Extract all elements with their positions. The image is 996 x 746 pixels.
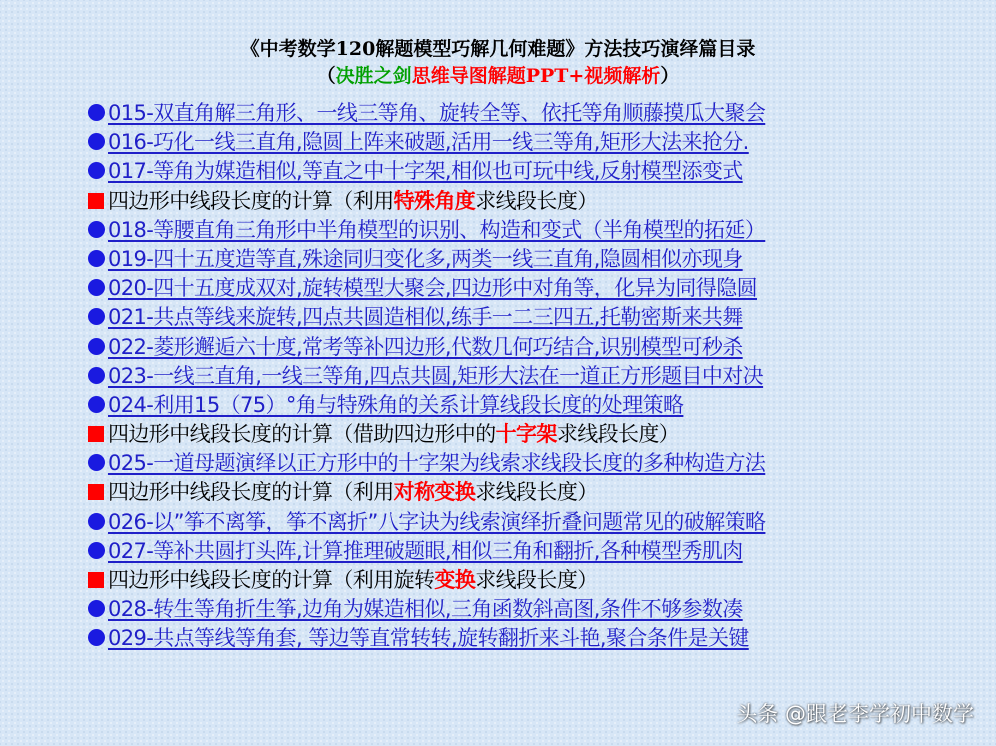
- section-text-after: 求线段长度）: [556, 422, 680, 447]
- toc-link-024[interactable]: [88, 391, 683, 420]
- section-heading-text: [88, 478, 598, 507]
- toc-link-text: 017-等角为媒造相似,等直之中十字架,相似也可玩中线,反射模型添变式: [108, 159, 743, 184]
- toc-row-023: [88, 362, 968, 391]
- section-highlight: 特殊角度: [393, 188, 476, 213]
- toc-row-016: [88, 128, 968, 157]
- bullet-dot-icon: [88, 396, 105, 413]
- toc-row-026: [88, 508, 968, 537]
- section-heading-text: [88, 187, 598, 216]
- toc-row-025: [88, 449, 968, 478]
- bullet-dot-icon: [88, 542, 105, 559]
- toc-link-text: 021-共点等线来旋转,四点共圆造相似,练手一二三四五,托勒密斯来共舞: [108, 305, 743, 330]
- bullet-dot-icon: [88, 221, 105, 238]
- bullet-dot-icon: [88, 629, 105, 646]
- subtitle-green-text: 决胜之剑: [335, 65, 412, 87]
- section-text-after: 求线段长度）: [475, 188, 598, 213]
- bullet-dot-icon: [88, 279, 105, 296]
- red-square-bullet-icon: [88, 484, 104, 500]
- section-text-before: 四边形中线段长度的计算（利用: [108, 480, 394, 505]
- section-highlight: 对称变换: [393, 480, 476, 505]
- toc-link-017[interactable]: [88, 157, 743, 186]
- toc-link-027[interactable]: [88, 537, 743, 566]
- toc-row-018: [88, 216, 968, 245]
- section-heading-1: [88, 187, 968, 216]
- section-heading-3: [88, 478, 968, 507]
- toc-link-026[interactable]: [88, 508, 765, 537]
- toc-link-text: 026-以”筝不离筝，筝不离折”八字诀为线索演绎折叠问题常见的破解策略: [108, 509, 766, 534]
- toc-row-022: [88, 333, 968, 362]
- page-title: 《中考数学120解题模型巧解几何难题》方法技巧演绎篇目录: [240, 38, 756, 60]
- bullet-dot-icon: [88, 338, 105, 355]
- bullet-dot-icon: [88, 367, 105, 384]
- red-square-bullet-icon: [88, 193, 104, 209]
- toc-link-text: 018-等腰直角三角形中半角模型的识别、构造和变式（半角模型的拓延）: [108, 217, 766, 242]
- toc-row-019: [88, 245, 968, 274]
- bullet-dot-icon: [88, 600, 105, 617]
- toc-row-021: [88, 303, 968, 332]
- bullet-dot-icon: [88, 104, 105, 121]
- toc-row-020: [88, 274, 968, 303]
- toc-row-028: [88, 595, 968, 624]
- toc-link-028[interactable]: [88, 595, 743, 624]
- section-text-after: 求线段长度）: [475, 568, 598, 592]
- subtitle-close-paren: ）: [660, 65, 680, 87]
- bullet-dot-icon: [88, 162, 105, 179]
- toc-link-021[interactable]: [88, 303, 743, 332]
- toc-link-text: 023-一线三直角,一线三等角,四点共圆,矩形大法在一道正方形题目中对决: [108, 363, 764, 388]
- toc-link-text: 025-一道母题演绎以正方形中的十字架为线索求线段长度的多种构造方法: [108, 451, 766, 476]
- section-heading-2: [88, 420, 968, 449]
- toc-link-text: 016-巧化一线三直角,隐圆上阵来破题,活用一线三等角,矩形大法来抢分.: [108, 130, 749, 155]
- section-heading-text: [88, 420, 679, 449]
- toc-link-023[interactable]: [88, 362, 763, 391]
- bullet-dot-icon: [88, 308, 105, 325]
- toc-row-017: [88, 157, 968, 186]
- bullet-dot-icon: [88, 133, 105, 150]
- toc-link-text: 028-转生等角折生筝,边角为媒造相似,三角函数斜高图,条件不够参数凑: [108, 597, 743, 622]
- toc-link-text: 015-双直角解三角形、一线三等角、旋转全等、依托等角顺藤摸瓜大聚会: [108, 101, 766, 125]
- section-text-before: 四边形中线段长度的计算（借助四边形中的: [108, 422, 496, 447]
- toc-link-text: 027-等补共圆打头阵,计算推理破题眼,相似三角和翻折,各种模型秀肌肉: [108, 538, 743, 563]
- toc-list: [88, 99, 968, 654]
- section-highlight: 变换: [434, 568, 476, 592]
- bullet-dot-icon: [88, 250, 105, 267]
- toc-link-019[interactable]: [88, 245, 743, 274]
- toc-link-text: 024-利用15（75）°角与特殊角的关系计算线段长度的处理策略: [108, 392, 684, 417]
- red-square-bullet-icon: [88, 572, 104, 588]
- toc-link-022[interactable]: [88, 333, 743, 362]
- toc-link-025[interactable]: [88, 449, 765, 478]
- bullet-dot-icon: [88, 454, 105, 471]
- section-text-before: 四边形中线段长度的计算（利用: [108, 188, 394, 213]
- page-subtitle: [0, 61, 996, 88]
- section-text-before: 四边形中线段长度的计算（利用旋转: [108, 568, 435, 592]
- section-highlight: 十字架: [495, 422, 557, 447]
- toc-link-text: 029-共点等线等角套, 等边等直常转转,旋转翻折来斗艳,聚合条件是关键: [108, 626, 749, 651]
- red-square-bullet-icon: [88, 426, 104, 442]
- toc-link-016[interactable]: [88, 128, 749, 157]
- toc-row-027: [88, 537, 968, 566]
- toc-link-018[interactable]: [88, 216, 765, 245]
- bullet-dot-icon: [88, 513, 105, 530]
- toc-link-020[interactable]: [88, 274, 757, 303]
- section-text-after: 求线段长度）: [475, 480, 598, 505]
- watermark: 头条 @跟老李学初中数学: [736, 702, 974, 726]
- toc-row-015: [88, 99, 968, 128]
- toc-link-text: 019-四十五度造等直,殊途同归变化多,两类一线三直角,隐圆相似亦现身: [108, 246, 743, 271]
- toc-link-015[interactable]: [88, 99, 765, 128]
- subtitle-red-text: 思维导图解题PPT+视频解析: [411, 65, 661, 87]
- toc-link-text: 022-菱形邂逅六十度,常考等补四边形,代数几何巧结合,识别模型可秒杀: [108, 334, 743, 359]
- toc-row-024: [88, 391, 968, 420]
- section-heading-4: [88, 566, 968, 595]
- toc-link-text: 020-四十五度成双对,旋转模型大聚会,四边形中对角等，化异为同得隐圆: [108, 276, 758, 301]
- toc-row-029: [88, 624, 968, 653]
- toc-link-029[interactable]: [88, 624, 749, 653]
- section-heading-text: [88, 566, 598, 595]
- subtitle-open-paren: （: [316, 65, 336, 87]
